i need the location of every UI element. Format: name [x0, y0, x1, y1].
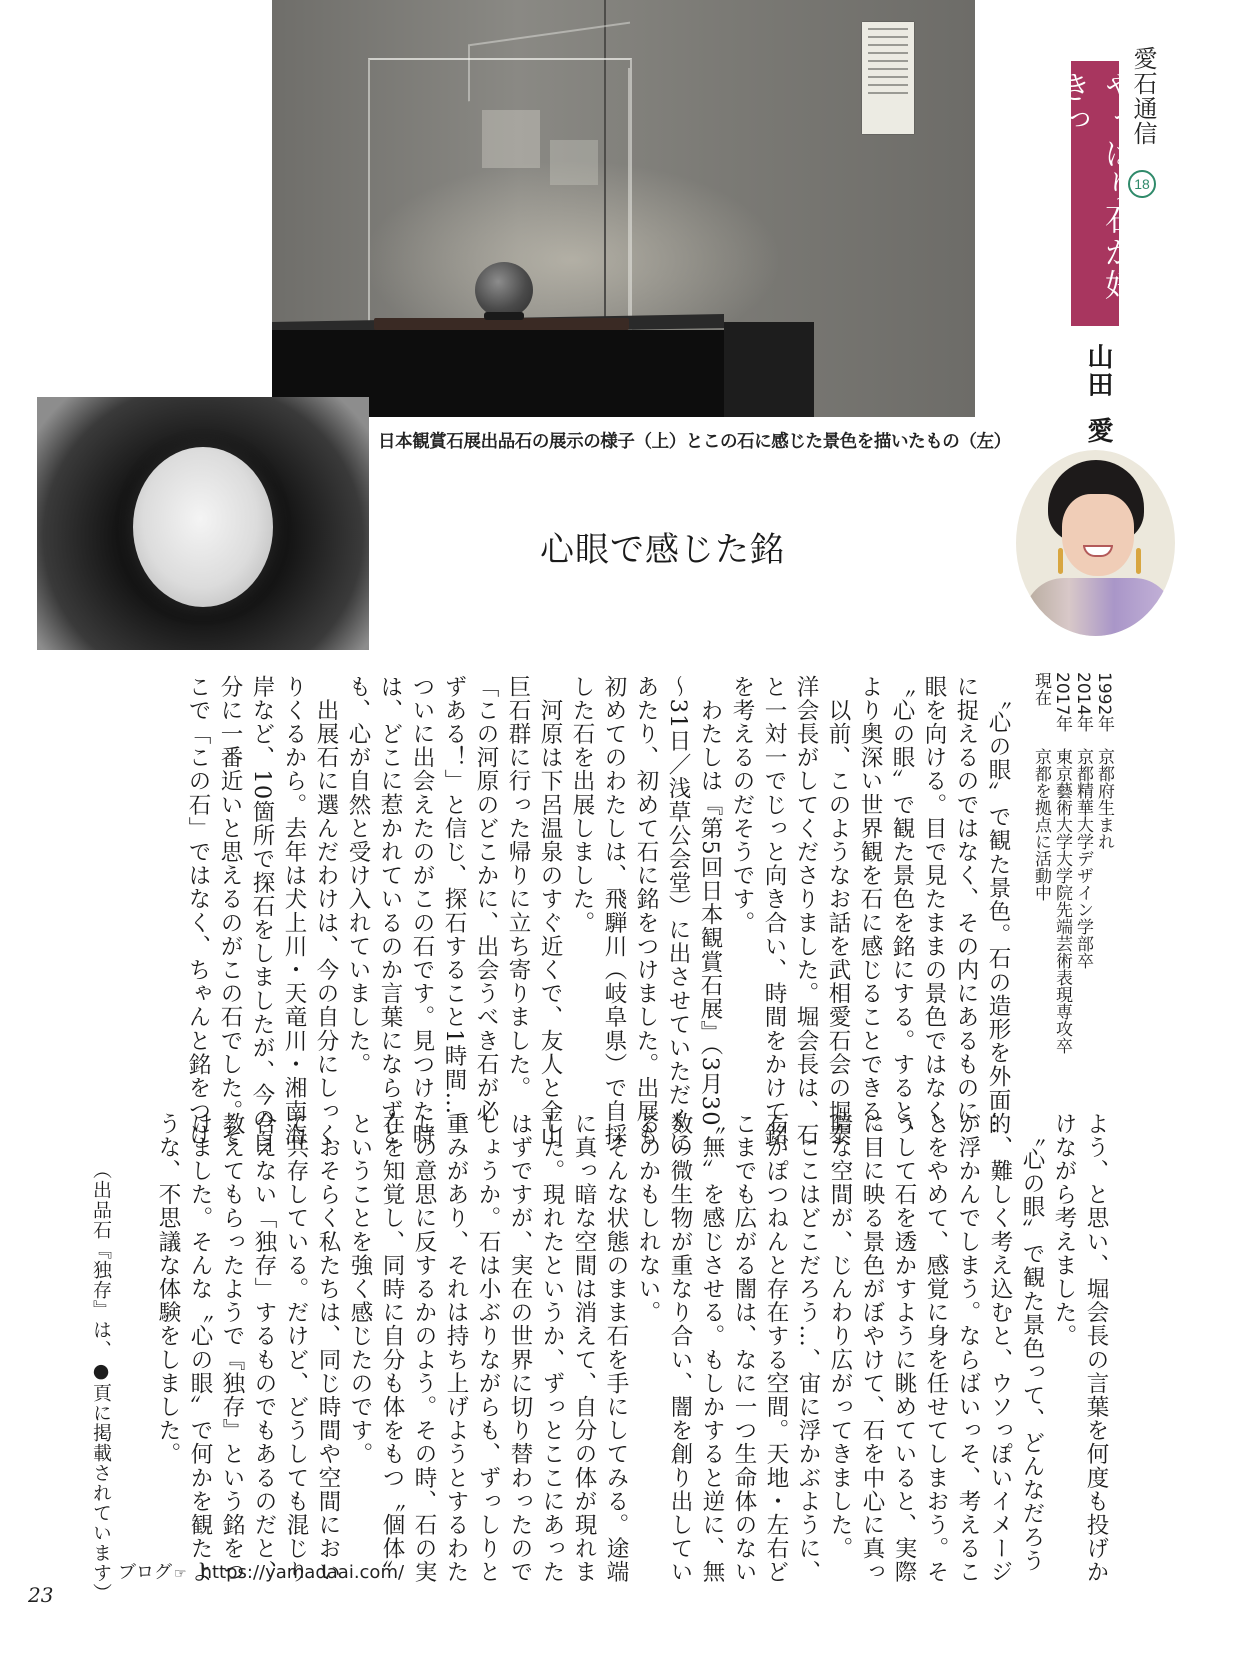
text-column: を考えるのだそうです。 — [729, 675, 755, 935]
text-column: 「この河原のどこかに、出会うべき石が必 — [473, 675, 499, 1124]
bio-year: 2014年 — [1073, 672, 1093, 733]
bio-row — [1051, 672, 1072, 1054]
text-column: と一対一でじっと向き合い、時間をかけて銘 — [761, 675, 787, 1147]
text-column: 〝心の眼〟で観た景色って、どんなだろう — [1019, 1112, 1045, 1573]
series-label: 愛石通信 — [1129, 46, 1157, 146]
text-column: が浮かんでしまう。ならばいっそ、考えるこ — [955, 1112, 981, 1584]
text-column: 〝心の眼〟で観た景色を銘にする。すると、 — [889, 675, 915, 1147]
text-column: るのかもしれない。 — [635, 1112, 661, 1325]
text-column: 在を知覚し、同時に自分も体をもつ〝個体〟 — [379, 1112, 405, 1584]
blog-label: ブログ — [118, 1562, 172, 1583]
text-column: は、どこに惹かれているのか言葉にならずと — [377, 675, 403, 1147]
text-column: 眼を向ける。目で見たままの景色ではなく、 — [921, 675, 947, 1147]
text-column: よう、と思い、堀会長の言葉を何度も投げか — [1083, 1112, 1109, 1584]
text-column: りくるから。去年は犬上川・天竜川・湘南海 — [281, 675, 307, 1147]
text-column: 出展石に選んだわけは、今の自分にしっく — [313, 675, 339, 1147]
portrait-earring — [1136, 548, 1141, 574]
text-column: 巨石群に行った帰りに立ち寄りました。 — [505, 675, 531, 1100]
text-column: 河原は下呂温泉のすぐ近くで、友人と金山 — [537, 675, 563, 1147]
author-family-name: 山田 — [1083, 343, 1113, 399]
bio-text: 東京藝術大学大学院先端芸術表現専攻卒 — [1052, 748, 1072, 1054]
text-column: に真っ暗な空間は消えて、自分の体が現れま — [571, 1112, 597, 1584]
series-number-badge: 18 — [1128, 170, 1156, 198]
text-column: はずですが、実在の世界に切り替わったので — [507, 1112, 533, 1584]
text-column: した。現れたというか、ずっとここにあった — [539, 1112, 565, 1584]
text-column: そんな状態のまま石を手にしてみる。途端 — [603, 1112, 629, 1584]
photo-stone-stand — [484, 312, 524, 320]
text-column: こで「この石」ではなく、ちゃんと銘をつけ — [185, 675, 211, 1147]
series-banner — [1054, 61, 1135, 326]
article-title: 心眼で感じた銘 — [540, 530, 785, 570]
drawing-light-orb — [133, 447, 273, 607]
text-column: しょうか。石は小ぶりながらも、ずっしりと — [475, 1112, 501, 1584]
text-column: て共存している。だけど、どうしても混じり — [283, 1112, 309, 1584]
text-column: 数の微生物が重なり合い、闇を創り出してい — [667, 1112, 693, 1584]
series-banner-title: やっぱり石が好きっ — [1054, 71, 1135, 302]
page-number: 23 — [28, 1583, 54, 1607]
text-column: ということを強く感じたのです。 — [347, 1112, 373, 1466]
text-column: 〝無〟を感じさせる。もしかすると逆に、無 — [699, 1112, 725, 1584]
exhibit-note: （出品石『独存』は、●頁に掲載されています） — [90, 1160, 112, 1603]
author-name — [1080, 343, 1117, 445]
bio-year: 2017年 — [1052, 672, 1072, 733]
text-column: うして石を透かすように眺めていると、実際 — [891, 1112, 917, 1584]
text-column: ついに出会えたのがこの石です。見つけた時 — [409, 675, 435, 1147]
portrait-sweater — [1024, 578, 1174, 636]
portrait-face — [1062, 494, 1134, 576]
text-column: とをやめて、感覚に身を任せてしまおう。そ — [923, 1112, 949, 1584]
text-column: 教えてもらったようで『独存』という銘をつ — [219, 1112, 245, 1584]
text-column: けながら考えました。 — [1051, 1112, 1077, 1348]
blog-link[interactable] — [118, 1558, 404, 1584]
photo-pedestal-side — [724, 322, 814, 417]
text-column: けました。そんな〝心の眼〟で何かを観たよ — [187, 1112, 213, 1584]
text-column: ここはどこだろう…、宙に浮かぶように、 — [795, 1112, 821, 1584]
text-column: 重みがあり、それは持ち上げようとするわた — [443, 1112, 469, 1584]
text-column: 合えない「独存」するものでもあるのだと、 — [251, 1112, 277, 1584]
stone-landscape-drawing — [37, 397, 369, 650]
text-column: に目に映る景色がぼやけて、石を中心に真っ — [859, 1112, 885, 1584]
photo-exhibit-placard — [862, 22, 914, 134]
author-given-name: 愛 — [1083, 417, 1113, 445]
text-column: に捉えるのではなく、その内にあるものに — [953, 675, 979, 1124]
text-column: 〝心の眼〟で観た景色。石の造形を外面的 — [985, 675, 1011, 1136]
bio-text: 京都を拠点に活動中 — [1031, 748, 1051, 901]
bio-year: 現在 — [1031, 672, 1051, 706]
text-column: も、心が自然と受け入れていました。 — [345, 675, 371, 1077]
bio-row — [1030, 672, 1051, 972]
text-column: 初めてのわたしは、飛騨川（岐阜県）で自採 — [601, 675, 627, 1147]
text-column: 石がぽつねんと存在する空間。天地・左右ど — [763, 1112, 789, 1584]
bio-text: 京都精華大学デザイン学部卒 — [1073, 748, 1093, 969]
text-column: ずある！」と信じ、探石すること1時間…、 — [441, 675, 467, 1139]
text-column: こまでも広がる闇は、なに一つ生命体のない — [731, 1112, 757, 1584]
photo-acrylic-case-edge — [628, 68, 630, 338]
text-column: した石を出展しました。 — [569, 675, 595, 935]
text-column: 以前、このようなお話を武相愛石会の堀泰 — [825, 675, 851, 1147]
author-bio — [1030, 672, 1114, 1054]
text-column: しの意思に反するかのよう。その時、石の実 — [411, 1112, 437, 1584]
bio-year: 1992年 — [1094, 672, 1114, 733]
text-column: より奥深い世界観を石に感じることできる。 — [857, 675, 883, 1147]
text-column: 岸など、10箇所で探石をしましたが、今の自 — [249, 675, 275, 1155]
text-column: 洋会長がしてくださりました。堀会長は、石 — [793, 675, 819, 1147]
exhibition-photo — [272, 0, 975, 417]
photo-stone — [475, 262, 533, 318]
blog-url[interactable]: https://yamadaai.com/ — [200, 1562, 405, 1583]
text-column: うな、不思議な体験をしました。 — [155, 1112, 181, 1466]
pointing-hand-icon: ☞ — [174, 1566, 187, 1582]
text-column: わたしは『第5回日本観賞石展』（3月30 — [697, 675, 723, 1127]
bio-row — [1072, 672, 1093, 972]
bio-text: 京都府生まれ — [1094, 748, 1114, 850]
photo-caption: 日本観賞石展出品石の展示の様子（上）とこの石に感じた景色を描いたもの（左） — [378, 432, 1011, 452]
portrait-earring — [1058, 548, 1063, 574]
text-column: あたり、初めて石に銘をつけました。出展も — [633, 675, 659, 1147]
text-column: ～31日／浅草公会堂）に出させていただくに — [665, 675, 691, 1155]
bio-row — [1093, 672, 1114, 972]
text-column: 分に一番近いと思えるのがこの石でした。そ — [217, 675, 243, 1147]
text-column: おそらく私たちは、同じ時間や空間におい — [315, 1112, 341, 1584]
author-portrait — [1016, 450, 1175, 636]
text-column: 暗な空間が、じんわり広がってきました。 — [827, 1112, 853, 1561]
article-body-upper — [182, 675, 1014, 1155]
text-column: …、難しく考え込むと、ウソっぽいイメージ — [987, 1112, 1013, 1584]
